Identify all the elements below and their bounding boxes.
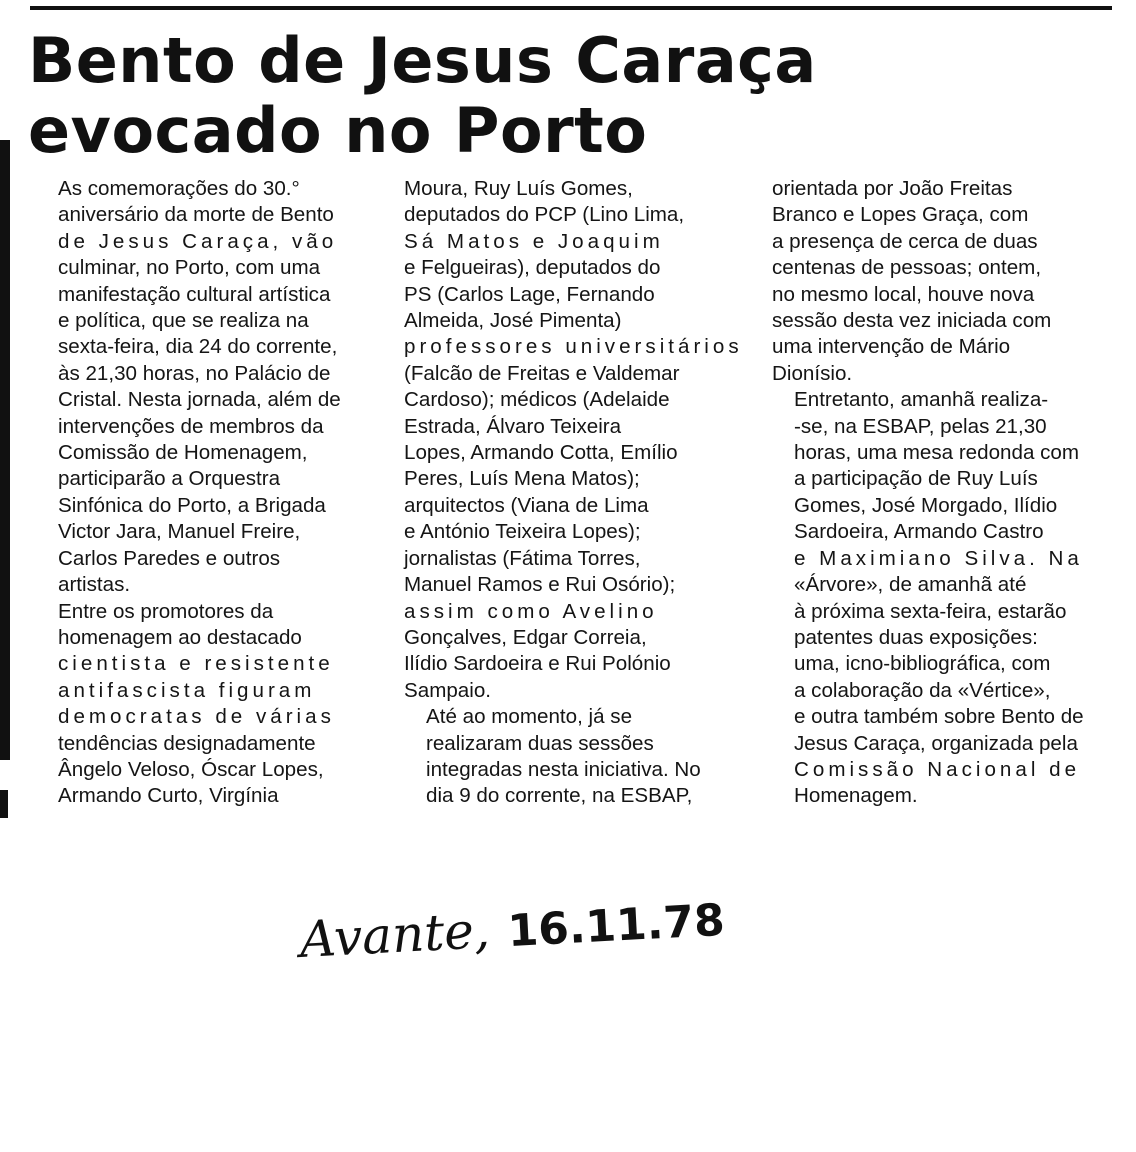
text-line: Entretanto, amanhã realiza- [794,388,1049,412]
paragraph [36,176,382,599]
article-column-1 [36,176,382,810]
text-line: cientista e resistente [58,652,334,676]
text-line: tendências designadamente [58,731,316,755]
text-line: no mesmo local, houve nova [772,282,1035,306]
text-line: Sinfónica do Porto, a Brigada [58,493,326,517]
text-line: de Jesus Caraça, vão [58,229,338,253]
text-line: Lopes, Armando Cotta, Emílio [404,441,678,465]
text-line: antifascista figuram [58,678,316,702]
text-line: professores universitários [404,335,743,359]
text-line: uma intervenção de Mário [772,335,1011,359]
text-line: centenas de pessoas; ontem, [772,256,1042,280]
text-line: Até ao momento, já se [426,705,633,729]
text-line: aniversário da morte de Bento [58,203,334,227]
text-line: Ilídio Sardoeira e Rui Polónio [404,652,671,676]
text-line: manifestação cultural artística [58,282,331,306]
text-line: democratas de várias [58,705,335,729]
article-column-2 [404,176,750,810]
text-line: dia 9 do corrente, na ESBAP, [426,784,693,808]
text-line: realizaram duas sessões [426,731,654,755]
headline [28,26,1108,166]
text-line: Cardoso); médicos (Adelaide [404,388,670,412]
text-line: patentes duas exposições: [794,625,1038,649]
text-line: sessão desta vez iniciada com [772,309,1052,333]
paragraph [404,704,750,810]
text-line: Ângelo Veloso, Óscar Lopes, [58,757,324,781]
handwritten-date: 16.11.78 [506,894,726,958]
text-line: e outra também sobre Bento de [794,705,1084,729]
text-line: uma, icno-bibliográfica, com [794,652,1051,676]
left-margin-mark [0,790,8,818]
text-line: Peres, Luís Mena Matos); [404,467,640,491]
text-line: à próxima sexta-feira, estarão [794,599,1067,623]
paragraph [404,176,750,704]
text-line: intervenções de membros da [58,414,324,438]
text-line: Moura, Ruy Luís Gomes, [404,177,633,200]
text-line: Gomes, José Morgado, Ilídio [794,493,1058,517]
text-line: orientada por João Freitas [772,177,1013,200]
text-line: Comissão de Homenagem, [58,441,308,465]
text-line: Sampaio. [404,678,492,702]
text-line: Armando Curto, Virgínia [58,784,279,808]
paragraph [772,176,1118,387]
article-column-3 [772,176,1118,810]
paragraph [772,387,1118,810]
handwritten-source-note [298,888,726,973]
text-line: integradas nesta iniciativa. No [426,757,701,781]
text-line: PS (Carlos Lage, Fernando [404,282,655,306]
text-line: a colaboração da «Vértice», [794,678,1051,702]
text-line: e Maximiano Silva. Na [794,546,1083,570]
text-line: homenagem ao destacado [58,625,302,649]
text-line: Branco e Lopes Graça, com [772,203,1029,227]
text-line: Sardoeira, Armando Castro [794,520,1044,544]
handwritten-source: Avante, [298,901,492,969]
text-line: deputados do PCP (Lino Lima, [404,203,685,227]
text-line: sexta-feira, dia 24 do corrente, [58,335,338,359]
text-line: e política, que se realiza na [58,309,309,333]
left-margin-bar [0,140,10,760]
paragraph [36,599,382,810]
text-line: arquitectos (Viana de Lima [404,493,649,517]
text-line: Almeida, José Pimenta) [404,309,622,333]
text-line: Estrada, Álvaro Teixeira [404,414,622,438]
text-line: Comissão Nacional de [794,757,1081,781]
text-line: assim como Avelino [404,599,658,623]
headline-line-2: evocado no Porto [28,94,648,167]
text-line: (Falcão de Freitas e Valdemar [404,361,680,385]
text-line: a participação de Ruy Luís [794,467,1038,491]
text-line: -se, na ESBAP, pelas 21,30 [794,414,1047,438]
text-line: jornalistas (Fátima Torres, [404,546,641,570]
text-line: Entre os promotores da [58,599,274,623]
text-line: horas, uma mesa redonda com [794,441,1080,465]
text-line: Gonçalves, Edgar Correia, [404,625,647,649]
text-line: Jesus Caraça, organizada pela [794,731,1078,755]
headline-line-1: Bento de Jesus Caraça [28,24,817,97]
text-line: e António Teixeira Lopes); [404,520,641,544]
text-line: Homenagem. [794,784,918,808]
text-line: artistas. [58,573,131,597]
top-rule [30,6,1112,10]
text-line: e Felgueiras), deputados do [404,256,661,280]
text-line: Manuel Ramos e Rui Osório); [404,573,676,597]
text-line: Dionísio. [772,361,853,385]
text-line: culminar, no Porto, com uma [58,256,321,280]
text-line: Cristal. Nesta jornada, além de [58,388,341,412]
text-line: participarão a Orquestra [58,467,281,491]
text-line: a presença de cerca de duas [772,229,1038,253]
text-line: às 21,30 horas, no Palácio de [58,361,331,385]
text-line: «Árvore», de amanhã até [794,573,1027,597]
text-line: Carlos Paredes e outros [58,546,281,570]
text-line: Sá Matos e Joaquim [404,229,664,253]
text-line: As comemorações do 30.° [58,177,300,200]
text-line: Victor Jara, Manuel Freire, [58,520,301,544]
